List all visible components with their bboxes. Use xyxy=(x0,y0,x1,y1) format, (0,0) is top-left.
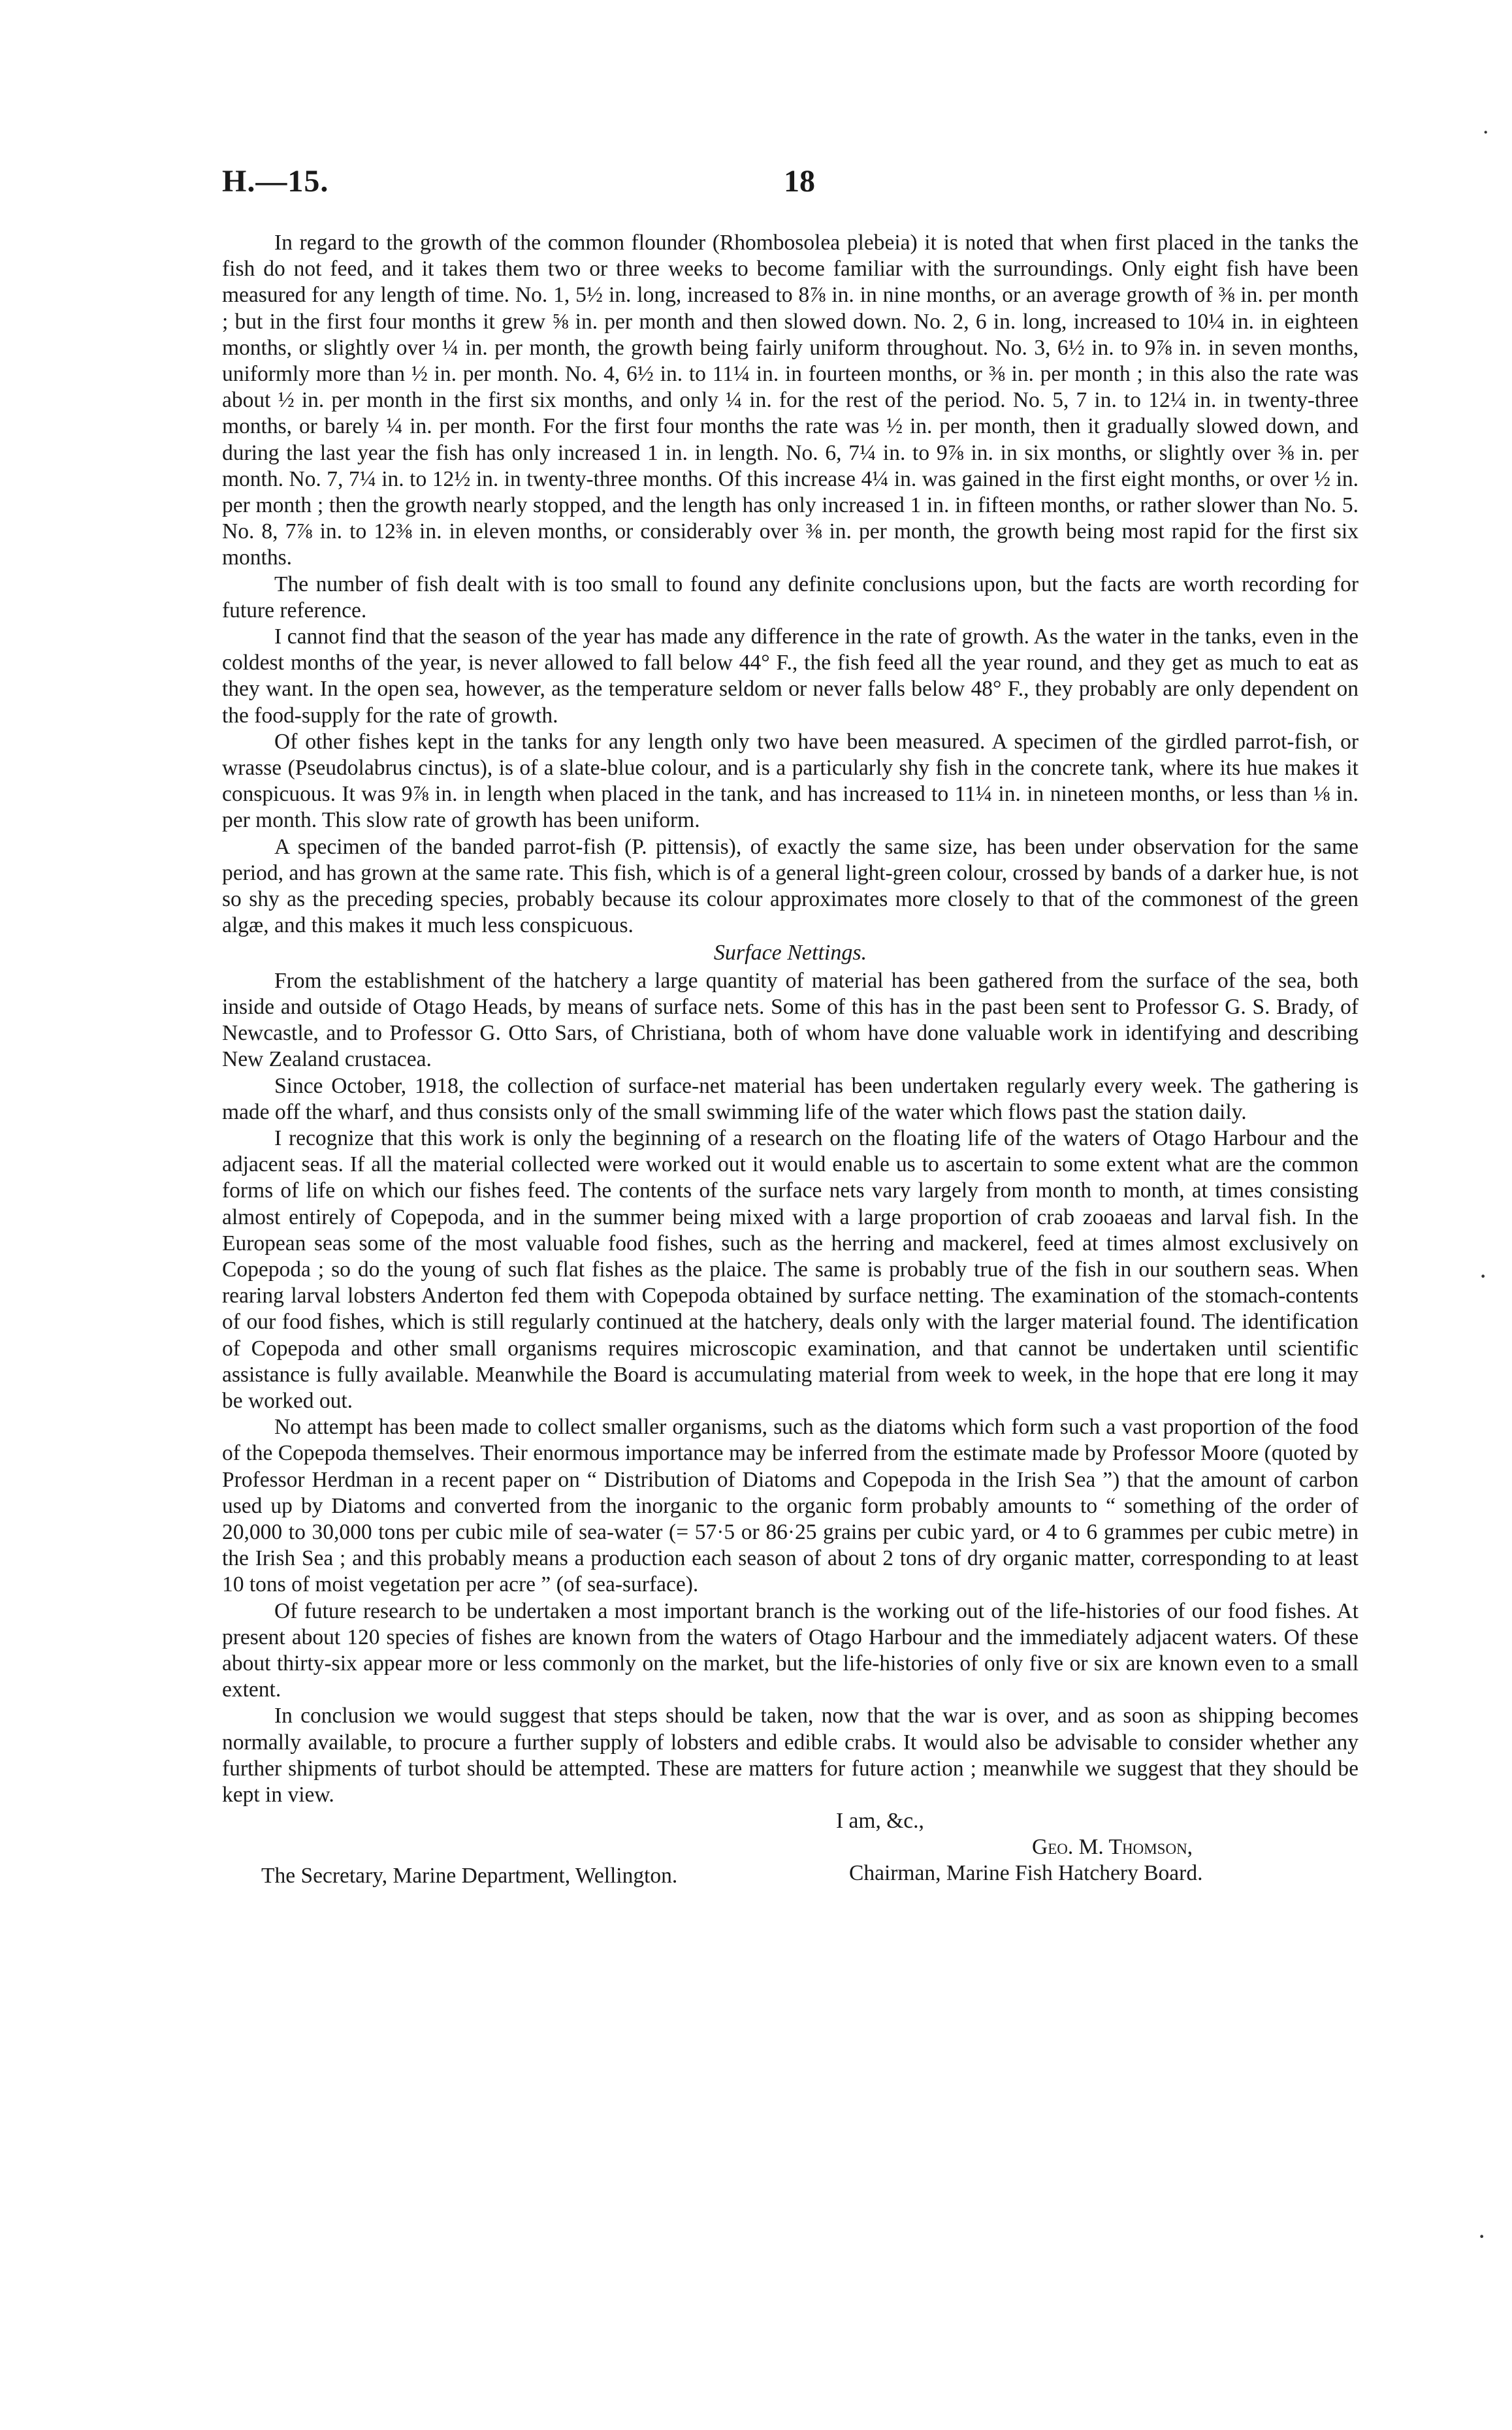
paragraph-diatoms: No attempt has been made to collect smaller organisms, such as the diatoms which form such a vast proportion of the food of the Copepoda themselves. Their enormous importance may be inferred from the estimate made by Professor Moore (quoted by Professor Herdman in a recent paper on “ Distribution of Diatoms and Copepoda in the Irish Sea ”) that the amount of carbon used up by Diatoms and converted from the inorganic to the organic form probably amounts to “ something of the order of 20,000 to 30,000 tons per cubic mile of sea-water (= 57·5 or 86·25 grains per cubic yard, or 4 to 6 grammes per cubic metre) in the Irish Sea ; and this probably means a production each season of about 2 tons of dry organic matter, corresponding to at least 10 tons of moist vegetation per acre ” (of sea-surface). xyxy=(222,1415,1359,1597)
addressee: The Secretary, Marine Department, Wellington. xyxy=(261,1864,678,1888)
paragraph-life-histories: Of future research to be undertaken a most important branch is the working out of the life-histories of our food fishes. At present about 120 species of fishes are known from the waters of Otago Harbour and the immediately adjacent waters. Of these about thirty-six appear more or less commonly on the market, but the life-histories of only five or six are known even to a small extent. xyxy=(222,1598,1359,1702)
signature: Geo. M. Thomson, xyxy=(1032,1835,1193,1860)
document-code: H.—15. xyxy=(222,164,329,199)
salutation: I am, &c., xyxy=(836,1809,924,1834)
paragraph-flounder-growth: In regard to the growth of the common flounder (Rhombosolea plebeia) it is noted that when first placed in the tanks the fish do not feed, and it takes them two or three weeks to become familiar with the surroundings. Only eight fish have been measured for any length of time. No. 1, 5½ in. long, increased to 8⅞ in. in nine months, or an average growth of ⅜ in. per month ; but in the first four months it grew ⅝ in. per month and then slowed down. No. 2, 6 in. long, increased to 10¼ in. in eighteen months, or slightly over ¼ in. per month, the growth being fairly uniform throughout. No. 3, 6½ in. to 9⅞ in. in seven months, uniformly more than ½ in. per month. No. 4, 6½ in. to 11¼ in. in fourteen months, or ⅜ in. per month ; in this also the rate was about ½ in. per month in the first six months, and only ¼ in. for the rest of the period. No. 5, 7 in. to 12¼ in. in twenty-three months, or barely ¼ in. per month. For the first four months the rate was ½ in. per month, then it gradually slowed down, and during the last year the fish has only increased 1 in. in length. No. 6, 7¼ in. to 9⅞ in. in six months, or slightly over ⅜ in. per month. No. 7, 7¼ in. to 12½ in. in twenty-three months. Of this increase 4¼ in. was gained in the first eight months, or over ½ in. per month ; then the growth nearly stopped, and the length has only increased 1 in. in fifteen months, or rather slower than No. 5. No. 8, 7⅞ in. to 12⅜ in. in eleven months, or considerably over ⅜ in. per month, the growth being most rapid for the first six months. xyxy=(222,231,1359,570)
page-number: 18 xyxy=(784,164,815,199)
paragraph-research: I recognize that this work is only the beginning of a research on the floating life of the waters of Otago Harbour and the adjacent seas. If all the material collected were worked out it would enable us to ascertain to some extent what are the common forms of life on which our fishes feed. The contents of the surface nets vary largely from month to month, at times consisting almost entirely of Copepoda, and in the summer being mixed with a large proportion of crab zooaeas and larval fish. In the European seas some of the most valuable food fishes, such as the herring and mackerel, feed at times almost exclusively on Copepoda ; so do the young of such flat fishes as the plaice. The same is probably true of the fish in our southern seas. When rearing larval lobsters Anderton fed them with Copepoda obtained by surface netting. The examination of the stomach-contents of our food fishes, which is still regularly continued at the hatchery, deals only with the larger material found. The identification of Copepoda and other small organisms requires microscopic examination, and that cannot be undertaken until scientific assistance is fully available. Meanwhile the Board is accumulating material from week to week, in the hope that ere long it may be worked out. xyxy=(222,1126,1359,1413)
paragraph-conclusion: In conclusion we would suggest that steps should be taken, now that the war is over, and as soon as shipping becomes normally available, to procure a further supply of lobsters and edible crabs. It would also be advisable to consider whether any further shipments of turbot should be attempted. These are matters for future action ; meanwhile we suggest that they should be kept in view. xyxy=(222,1704,1359,1807)
paragraph-banded-parrot-fish: A specimen of the banded parrot-fish (P. pittensis), of exactly the same size, has been under observation for the same period, and has grown at the same rate. This fish, which is of a general light-green colour, crossed by bands of a darker hue, is not so shy as the preceding species, probably because its colour approximates more closely to that of the commonest of the green algæ, and this makes it much less conspicuous. xyxy=(222,834,1359,938)
paragraph-small-sample: The number of fish dealt with is too small to found any definite conclusions upon, but the facts are worth recording for future reference. xyxy=(222,572,1359,623)
scan-mark-middle: · xyxy=(1479,1261,1488,1291)
page-header xyxy=(222,163,1437,209)
paragraph-girdled-parrot-fish: Of other fishes kept in the tanks for any length only two have been measured. A specimen of the girdled parrot-fish, or wrasse (Pseudolabrus cinctus), is of a slate-blue colour, and is a particularly shy fish in the concrete tank, where its hue makes it conspicuous. It was 9⅞ in. in length when placed in the tank, and has increased to 11¼ in. in nineteen months, or less than ⅛ in. per month. This slow rate of growth has been uniform. xyxy=(222,729,1359,833)
closing-block xyxy=(222,1808,1359,1906)
signatory-title: Chairman, Marine Fish Hatchery Board. xyxy=(849,1861,1203,1886)
report-body xyxy=(222,230,1359,1906)
paragraph-season: I cannot find that the season of the year has made any difference in the rate of growth. As the water in the tanks, even in the coldest months of the year, is never allowed to fall below 44° F., the fish feed all the year round, and they get as much to eat as they want. In the open sea, however, as the temperature seldom or never falls below 48° F., they probably are only dependent on the food-supply for the rate of growth. xyxy=(222,624,1359,728)
scan-mark-top: ˙ xyxy=(1481,125,1490,154)
paragraph-surface-nets: From the establishment of the hatchery a large quantity of material has been gathered from the surface of the sea, both inside and outside of Otago Heads, by means of surface nets. Some of this has in the past been sent to Professor G. S. Brady, of Newcastle, and to Professor G. Otto Sars, of Christiana, both of whom have done valuable work in identifying and describing New Zealand crustacea. xyxy=(222,968,1359,1072)
scan-mark-bottom: · xyxy=(1477,2222,1487,2251)
paragraph-collection: Since October, 1918, the collection of surface-net material has been undertaken regularly every week. The gathering is made off the wharf, and thus consists only of the small swimming life of the water which flows past the station daily. xyxy=(222,1073,1359,1124)
section-heading: Surface Nettings. xyxy=(713,941,867,965)
